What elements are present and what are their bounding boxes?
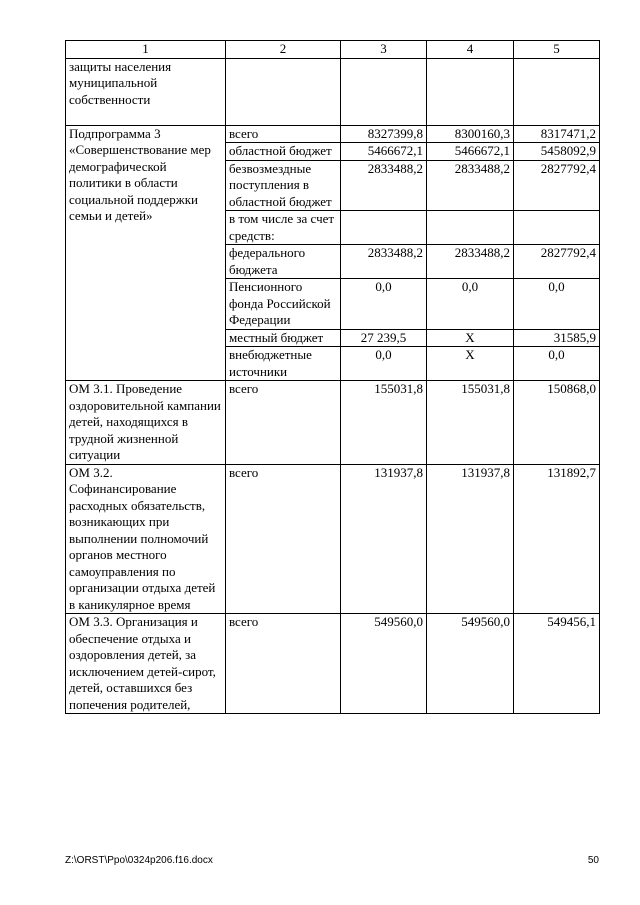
funding-source: федерального бюджета — [226, 245, 341, 279]
value-cell: 27 239,5 — [341, 329, 427, 347]
value-cell: 155031,8 — [341, 381, 427, 465]
funding-source: всего — [226, 125, 341, 143]
value-cell: Х — [427, 347, 514, 381]
measure-name: ОМ 3.1. Проведение оздоровительной кампании детей, находящихся в трудной жизненной ситуации — [66, 381, 226, 465]
funding-source: в том числе за счет средств: — [226, 211, 341, 245]
funding-source: безвозмездные поступления в областной бюджет — [226, 160, 341, 211]
measure-name: ОМ 3.2. Софинансирование расходных обязательств, возникающих при выполнении полномочий органов местного самоуправления по организации отдыха детей в каникулярное время — [66, 464, 226, 614]
value-cell — [427, 211, 514, 245]
value-cell: 131937,8 — [427, 464, 514, 614]
funding-source: областной бюджет — [226, 143, 341, 161]
value-cell: 8317471,2 — [514, 125, 600, 143]
value-cell: 0,0 — [341, 347, 427, 381]
value-cell: 155031,8 — [427, 381, 514, 465]
value-cell: 131892,7 — [514, 464, 600, 614]
table-row — [66, 125, 600, 143]
funding-source: Пенсионного фонда Российской Федерации — [226, 279, 341, 330]
value-cell: 2833488,2 — [427, 245, 514, 279]
table-row — [66, 381, 600, 465]
funding-source: местный бюджет — [226, 329, 341, 347]
col-header-4: 4 — [427, 41, 514, 59]
col-header-3: 3 — [341, 41, 427, 59]
value-cell: Х — [427, 329, 514, 347]
value-cell: 0,0 — [514, 347, 600, 381]
subprogram-name: Подпрограмма 3 «Совершенствование мер демографической политики в области социальной поддержки семьи и детей» — [66, 125, 226, 381]
value-cell: 8327399,8 — [341, 125, 427, 143]
table-row — [66, 614, 600, 714]
value-cell: 31585,9 — [514, 329, 600, 347]
file-path: Z:\ORST\Ppo\0324p206.f16.docx — [65, 855, 213, 866]
value-cell: 549560,0 — [341, 614, 427, 714]
table-row — [66, 464, 600, 614]
value-cell: 5466672,1 — [427, 143, 514, 161]
funding-source: всего — [226, 381, 341, 465]
value-cell: 2827792,4 — [514, 245, 600, 279]
value-cell: 0,0 — [341, 279, 427, 330]
value-cell: 131937,8 — [341, 464, 427, 614]
value-cell: 0,0 — [427, 279, 514, 330]
row-name: защиты населения муниципальной собственности — [66, 58, 226, 125]
value-cell: 2833488,2 — [427, 160, 514, 211]
value-cell: 5458092,9 — [514, 143, 600, 161]
col-header-2: 2 — [226, 41, 341, 59]
value-cell: 2833488,2 — [341, 160, 427, 211]
funding-source: всего — [226, 464, 341, 614]
value-cell: 2833488,2 — [341, 245, 427, 279]
value-cell: 2827792,4 — [514, 160, 600, 211]
funding-source: внебюджетные источники — [226, 347, 341, 381]
value-cell — [341, 211, 427, 245]
value-cell: 150868,0 — [514, 381, 600, 465]
col-header-1: 1 — [66, 41, 226, 59]
value-cell: 0,0 — [514, 279, 600, 330]
value-cell — [514, 211, 600, 245]
funding-source: всего — [226, 614, 341, 714]
value-cell: 8300160,3 — [427, 125, 514, 143]
measure-name: ОМ 3.3. Организация и обеспечение отдыха и оздоровления детей, за исключением детей-сирот, детей, оставшихся без попечения родителей, — [66, 614, 226, 714]
value-cell: 549560,0 — [427, 614, 514, 714]
table-row — [66, 58, 600, 125]
value-cell: 549456,1 — [514, 614, 600, 714]
col-header-5: 5 — [514, 41, 600, 59]
page-number: 50 — [587, 855, 599, 866]
header-row — [66, 41, 600, 59]
value-cell: 5466672,1 — [341, 143, 427, 161]
budget-table — [65, 40, 600, 714]
